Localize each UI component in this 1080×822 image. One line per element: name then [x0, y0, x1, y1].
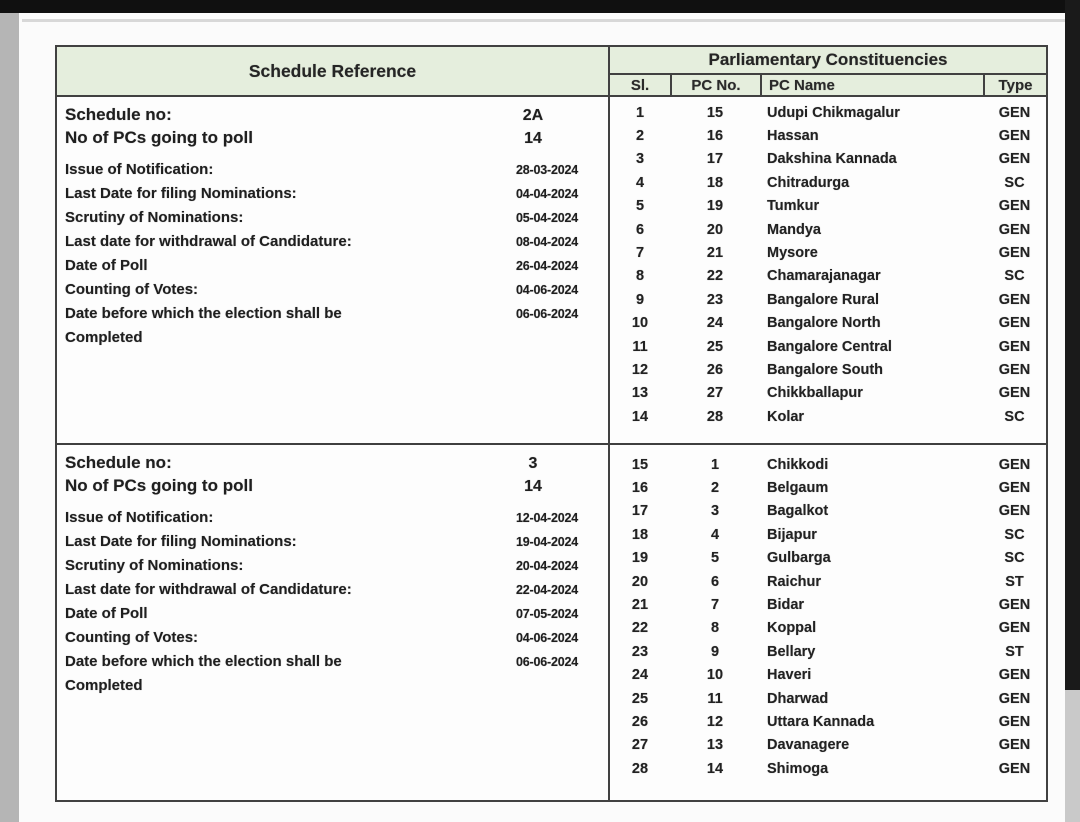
schedule-date-list	[65, 158, 578, 350]
type-cell: ST	[1005, 643, 1024, 660]
pc-name-cell: Bijapur	[767, 526, 817, 543]
type-cell: ST	[1005, 573, 1024, 590]
parliamentary-constituencies-column	[610, 47, 1046, 800]
pc-no-cell: 23	[706, 291, 724, 308]
pc-name-cell: Bagalkot	[767, 503, 829, 520]
pcs-going-to-poll-row	[65, 476, 578, 499]
schedule-date-value: 26-04-2024	[516, 259, 578, 273]
type-cell: GEN	[998, 620, 1031, 637]
sl-cell: 27	[631, 737, 649, 754]
pc-name-cell: Bidar	[767, 597, 805, 614]
schedule-date-row	[65, 506, 578, 530]
pc-name-cell: Dakshina Kannada	[767, 151, 897, 168]
sl-cell: 23	[631, 643, 649, 660]
constituency-row	[610, 757, 1046, 780]
constituency-row	[610, 570, 1046, 593]
schedule-date-row	[65, 554, 578, 578]
pc-no-cell: 19	[706, 198, 724, 215]
type-cell: GEN	[998, 713, 1031, 730]
scan-artifact-top-bar	[0, 0, 1080, 13]
schedule-date-label: Issue of Notification:	[65, 509, 214, 526]
pcs-going-to-poll-label: No of PCs going to poll	[65, 128, 253, 147]
schedule-summary	[65, 105, 578, 151]
pc-name-cell: Uttara Kannada	[767, 713, 875, 730]
type-cell: GEN	[998, 128, 1031, 145]
constituency-list-1	[610, 97, 1046, 445]
sl-cell: 11	[632, 338, 648, 355]
pcs-going-to-poll-value: 14	[524, 130, 542, 147]
election-schedule-table	[55, 45, 1048, 802]
schedule-date-label: Last Date for filing Nominations:	[65, 533, 297, 550]
pc-name-cell: Tumkur	[767, 198, 820, 215]
sl-cell: 5	[635, 198, 645, 215]
constituency-row	[610, 335, 1046, 358]
type-cell: GEN	[998, 456, 1031, 473]
pc-name-cell: Haveri	[767, 667, 812, 684]
constituency-row	[610, 405, 1046, 428]
sl-cell: 6	[635, 221, 645, 238]
schedule-date-list	[65, 506, 578, 698]
scan-artifact-horizontal-line	[22, 19, 1065, 22]
type-cell: GEN	[998, 291, 1031, 308]
type-cell: GEN	[998, 597, 1031, 614]
pcs-going-to-poll-value: 14	[524, 478, 542, 495]
pc-name-cell: Mandya	[767, 221, 821, 238]
schedule-date-label: Issue of Notification:	[65, 161, 214, 178]
schedule-date-label: Last date for withdrawal of Candidature:	[65, 233, 352, 250]
schedule-section-2	[57, 445, 608, 800]
pc-name-cell: Belgaum	[767, 480, 829, 497]
constituency-row	[610, 710, 1046, 733]
type-cell: GEN	[998, 385, 1031, 402]
sl-cell: 26	[631, 713, 649, 730]
schedule-date-label: Counting of Votes:	[65, 629, 199, 646]
pc-no-cell: 6	[710, 573, 720, 590]
constituency-row	[610, 382, 1046, 405]
constituency-row	[610, 358, 1046, 381]
pc-no-cell: 21	[706, 245, 724, 262]
pc-name-cell: Bangalore South	[767, 361, 884, 378]
schedule-no-value: 3	[528, 455, 538, 472]
pc-name-cell: Bangalore Central	[767, 338, 892, 355]
schedule-date-value: 12-04-2024	[516, 511, 578, 525]
constituency-row	[610, 664, 1046, 687]
column-header-sl: Sl.	[630, 76, 650, 94]
constituency-row	[610, 453, 1046, 476]
sl-cell: 28	[631, 760, 649, 777]
scan-artifact-left-strip	[0, 13, 19, 822]
pc-no-cell: 13	[706, 737, 724, 754]
pc-no-cell: 27	[706, 385, 724, 402]
sl-cell: 8	[635, 268, 645, 285]
schedule-date-value: 06-06-2024	[516, 655, 578, 669]
constituency-row	[610, 265, 1046, 288]
constituency-row	[610, 476, 1046, 499]
schedule-date-value: 22-04-2024	[516, 583, 578, 597]
schedule-date-value: 19-04-2024	[516, 535, 578, 549]
type-cell: SC	[1004, 174, 1025, 191]
schedule-date-value: 04-04-2024	[516, 187, 578, 201]
constituency-row	[610, 734, 1046, 757]
pc-no-cell: 8	[710, 620, 720, 637]
constituency-row	[610, 124, 1046, 147]
pc-no-cell: 10	[706, 667, 724, 684]
schedule-date-label: Scrutiny of Nominations:	[65, 209, 244, 226]
pc-name-cell: Udupi Chikmagalur	[767, 104, 900, 121]
schedule-no-row	[65, 105, 578, 128]
pc-name-cell: Bangalore North	[767, 315, 881, 332]
pc-name-cell: Hassan	[767, 128, 819, 145]
sl-cell: 13	[631, 385, 649, 402]
sl-cell: 12	[631, 361, 649, 378]
constituency-row	[610, 218, 1046, 241]
constituency-column-headers	[610, 75, 1046, 97]
pc-no-cell: 22	[706, 268, 724, 285]
sl-cell: 1	[635, 104, 645, 121]
type-cell: SC	[1004, 526, 1025, 543]
column-header-type: Type	[983, 75, 1046, 95]
pc-no-cell: 20	[706, 221, 724, 238]
pc-no-cell: 25	[706, 338, 724, 355]
constituency-list-2	[610, 445, 1046, 800]
sl-cell: 2	[635, 128, 645, 145]
constituency-row	[610, 687, 1046, 710]
sl-cell: 14	[631, 408, 649, 425]
constituency-row	[610, 593, 1046, 616]
constituency-row	[610, 523, 1046, 546]
pc-name-cell: Koppal	[767, 620, 817, 637]
pc-name-cell: Mysore	[767, 245, 818, 262]
sl-cell: 18	[631, 526, 649, 543]
schedule-reference-column	[57, 47, 610, 800]
sl-cell: 24	[631, 667, 649, 684]
sl-cell: 20	[631, 573, 649, 590]
pc-no-cell: 24	[706, 315, 724, 332]
pc-no-cell: 11	[707, 690, 723, 707]
type-cell: GEN	[998, 690, 1031, 707]
constituency-row	[610, 617, 1046, 640]
pc-name-cell: Davanagere	[767, 737, 850, 754]
type-cell: SC	[1004, 550, 1025, 567]
type-cell: GEN	[998, 480, 1031, 497]
pc-no-cell: 7	[710, 597, 720, 614]
sl-cell: 25	[631, 690, 649, 707]
schedule-date-value: 06-06-2024	[516, 307, 578, 321]
schedule-date-row	[65, 578, 578, 602]
pc-no-cell: 28	[706, 408, 724, 425]
pc-name-cell: Bangalore Rural	[767, 291, 879, 308]
pc-no-cell: 17	[706, 151, 724, 168]
constituency-row	[610, 640, 1046, 663]
pcs-going-to-poll-row	[65, 128, 578, 151]
pc-no-cell: 16	[706, 128, 724, 145]
pc-no-cell: 18	[706, 174, 724, 191]
pc-name-cell: Shimoga	[767, 760, 829, 777]
pc-no-cell: 14	[706, 760, 724, 777]
column-header-pc-no: PC No.	[670, 75, 760, 95]
schedule-date-row	[65, 182, 578, 206]
sl-cell: 16	[631, 480, 649, 497]
pc-no-cell: 3	[710, 503, 720, 520]
sl-cell: 22	[631, 620, 649, 637]
sl-cell: 21	[631, 597, 649, 614]
pc-no-cell: 12	[706, 713, 724, 730]
schedule-date-label: Scrutiny of Nominations:	[65, 557, 244, 574]
schedule-no-value: 2A	[522, 107, 544, 124]
sl-cell: 9	[635, 291, 645, 308]
scan-artifact-right-strip-light	[1065, 690, 1080, 822]
parliamentary-constituencies-header: Parliamentary Constituencies	[610, 47, 1046, 75]
type-cell: GEN	[998, 198, 1031, 215]
pc-no-cell: 2	[710, 480, 720, 497]
constituency-row	[610, 500, 1046, 523]
pc-no-cell: 5	[710, 550, 720, 567]
sl-cell: 10	[631, 315, 649, 332]
constituency-row	[610, 148, 1046, 171]
schedule-date-row	[65, 530, 578, 554]
pc-name-cell: Chikkballapur	[767, 385, 863, 402]
schedule-summary	[65, 453, 578, 499]
constituency-row	[610, 312, 1046, 335]
constituency-row	[610, 171, 1046, 194]
type-cell: GEN	[998, 221, 1031, 238]
sl-cell: 15	[631, 456, 649, 473]
type-cell: GEN	[998, 151, 1031, 168]
schedule-date-label: Counting of Votes:	[65, 281, 199, 298]
schedule-date-value: 04-06-2024	[516, 283, 578, 297]
schedule-no-label: Schedule no:	[65, 453, 172, 472]
schedule-date-label: Date of Poll	[65, 257, 148, 274]
type-cell: GEN	[998, 361, 1031, 378]
pc-no-cell: 15	[706, 104, 724, 121]
type-cell: GEN	[998, 104, 1031, 121]
scan-artifact-right-strip-dark	[1065, 0, 1080, 690]
type-cell: GEN	[998, 245, 1031, 262]
schedule-date-row	[65, 254, 578, 278]
pc-no-cell: 9	[710, 643, 720, 660]
type-cell: GEN	[998, 760, 1031, 777]
schedule-date-row	[65, 602, 578, 626]
schedule-date-value: 05-04-2024	[516, 211, 578, 225]
schedule-no-label: Schedule no:	[65, 105, 172, 124]
constituency-row	[610, 241, 1046, 264]
sl-cell: 3	[635, 151, 645, 168]
schedule-date-row	[65, 206, 578, 230]
pc-no-cell: 1	[710, 456, 720, 473]
pc-name-cell: Kolar	[767, 408, 805, 425]
schedule-date-value: 28-03-2024	[516, 163, 578, 177]
pcs-going-to-poll-label: No of PCs going to poll	[65, 476, 253, 495]
schedule-no-row	[65, 453, 578, 476]
pc-no-cell: 26	[706, 361, 724, 378]
schedule-date-row	[65, 230, 578, 254]
pc-name-cell: Chamarajanagar	[767, 268, 881, 285]
schedule-date-value: 20-04-2024	[516, 559, 578, 573]
schedule-date-label: Last Date for filing Nominations:	[65, 185, 297, 202]
schedule-section-1	[57, 97, 608, 445]
constituency-row	[610, 288, 1046, 311]
constituency-row	[610, 101, 1046, 124]
schedule-date-label: Date before which the election shall be Completed	[65, 305, 342, 346]
sl-cell: 19	[631, 550, 649, 567]
type-cell: SC	[1004, 268, 1025, 285]
schedule-date-value: 04-06-2024	[516, 631, 578, 645]
sl-cell: 17	[631, 503, 649, 520]
schedule-date-value: 07-05-2024	[516, 607, 578, 621]
schedule-date-label: Date of Poll	[65, 605, 148, 622]
type-cell: GEN	[998, 503, 1031, 520]
type-cell: GEN	[998, 315, 1031, 332]
schedule-date-row	[65, 626, 578, 650]
pc-no-cell: 4	[710, 526, 720, 543]
schedule-date-row	[65, 158, 578, 182]
type-cell: GEN	[998, 737, 1031, 754]
sl-cell: 4	[635, 174, 645, 191]
pc-name-cell: Dharwad	[767, 690, 829, 707]
schedule-date-value: 08-04-2024	[516, 235, 578, 249]
column-header-pc-name: PC Name	[760, 75, 983, 95]
schedule-reference-header: Schedule Reference	[57, 47, 608, 97]
schedule-date-row	[65, 650, 578, 698]
constituency-row	[610, 195, 1046, 218]
pc-name-cell: Chitradurga	[767, 174, 850, 191]
schedule-date-row	[65, 302, 578, 350]
pc-name-cell: Gulbarga	[767, 550, 831, 567]
schedule-date-label: Date before which the election shall be Completed	[65, 653, 342, 694]
schedule-date-label: Last date for withdrawal of Candidature:	[65, 581, 352, 598]
type-cell: GEN	[998, 338, 1031, 355]
schedule-date-row	[65, 278, 578, 302]
pc-name-cell: Chikkodi	[767, 456, 829, 473]
type-cell: GEN	[998, 667, 1031, 684]
type-cell: SC	[1004, 408, 1025, 425]
constituency-row	[610, 547, 1046, 570]
pc-name-cell: Bellary	[767, 643, 816, 660]
sl-cell: 7	[635, 245, 645, 262]
pc-name-cell: Raichur	[767, 573, 821, 590]
